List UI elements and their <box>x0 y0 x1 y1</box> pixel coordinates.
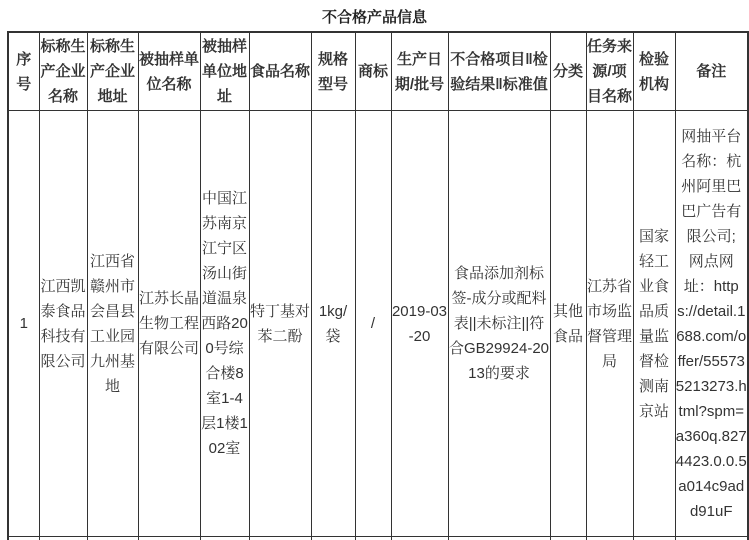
cell-category: 其他食品 <box>550 111 586 537</box>
col-header-failed-item: 不合格项目‖检验结果‖标准值 <box>448 32 550 111</box>
cell-production-date: 2019-03-20 <box>391 111 448 537</box>
cell-remark <box>675 111 748 537</box>
col-header-producer-name: 标称生产企业名称 <box>39 32 87 111</box>
col-header-task-source: 任务来源/项目名称 <box>586 32 633 111</box>
col-header-spec-model: 规格型号 <box>311 32 355 111</box>
cell-food-name: 特丁基对苯二酚 <box>249 111 311 537</box>
cell-empty <box>311 537 355 540</box>
cell-empty <box>586 537 633 540</box>
cell-brand: / <box>355 111 391 537</box>
col-header-seq: 序号 <box>8 32 39 111</box>
cell-task-source: 江苏省市场监督管理局 <box>586 111 633 537</box>
cell-spec-model: 1kg/袋 <box>311 111 355 537</box>
remark-platform-text: 网抽平台名称：杭州阿里巴巴广告有限公司; <box>681 127 742 245</box>
col-header-sampled-unit-name: 被抽样单位名称 <box>138 32 200 111</box>
cell-empty <box>675 537 748 540</box>
cell-empty <box>355 537 391 540</box>
cell-seq: 1 <box>8 111 39 537</box>
cell-empty <box>448 537 550 540</box>
cell-empty <box>138 537 200 540</box>
table-header-row <box>8 32 748 111</box>
col-header-brand: 商标 <box>355 32 391 111</box>
cell-empty <box>200 537 249 540</box>
col-header-producer-address: 标称生产企业地址 <box>87 32 138 111</box>
cell-sampled-unit-address: 中国江苏南京江宁区汤山街道温泉西路200号综合楼8室1-4层1楼102室 <box>200 111 249 537</box>
cell-failed-item: 食品添加剂标签-成分或配料表||未标注||符合GB29924-2013的要求 <box>448 111 550 537</box>
page-title: 不合格产品信息 <box>321 9 427 26</box>
cell-inspection-agency: 国家轻工业食品质量监督检测南京站 <box>633 111 675 537</box>
cell-empty <box>8 537 39 540</box>
col-header-category: 分类 <box>550 32 586 111</box>
col-header-inspection-agency: 检验机构 <box>633 32 675 111</box>
table-row-partial <box>8 537 748 540</box>
cell-sampled-unit-name: 江苏长晶生物工程有限公司 <box>138 111 200 537</box>
table-row <box>8 111 748 537</box>
defective-products-table <box>7 31 749 540</box>
cell-producer-address: 江西省赣州市会昌县工业园九州基地 <box>87 111 138 537</box>
cell-producer-name: 江西凯泰食品科技有限公司 <box>39 111 87 537</box>
col-header-sampled-unit-address: 被抽样单位地址 <box>200 32 249 111</box>
col-header-food-name: 食品名称 <box>249 32 311 111</box>
cell-empty <box>391 537 448 540</box>
col-header-production-date: 生产日期/批号 <box>391 32 448 111</box>
cell-empty <box>87 537 138 540</box>
cell-empty <box>633 537 675 540</box>
remark-url-text: 网点网址：https://detail.1688.com/offer/555735213273.html?spm=a360q.8274423.0.0.5a014c9add91uF <box>675 252 747 520</box>
cell-empty <box>550 537 586 540</box>
cell-empty <box>249 537 311 540</box>
col-header-remark: 备注 <box>675 32 748 111</box>
cell-empty <box>39 537 87 540</box>
